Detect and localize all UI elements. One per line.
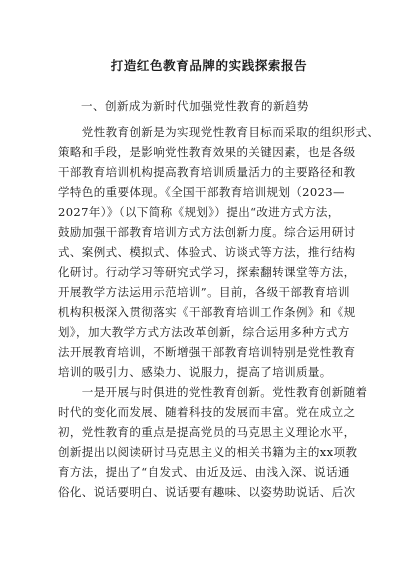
text-line: 式、案例式、模拟式、体验式、访谈式等方法，推行结构 [58, 245, 356, 259]
text-line: 机构积极深入贯彻落实《干部教育培训工作条例》和《规 [58, 305, 356, 319]
text-line: 策略和手段，是影响党性教育效果的关键因素，也是各级 [58, 145, 356, 159]
text-line: 法开展教育培训，不断增强干部教育培训特别是党性教育 [58, 345, 356, 359]
section-heading: 一、创新成为新时代加强党性教育的新趋势 [81, 99, 309, 113]
body-text [58, 122, 380, 502]
text-line: 时代的变化而发展、随着科技的发展而丰富。党在成立之 [58, 405, 356, 419]
text-line: 育方法，提出了“自发式、由近及远、由浅入深、说话通 [58, 465, 350, 479]
text-line: 创新提出以阅读研讨马克思主义的相关书籍为主的xx项教 [58, 445, 358, 459]
text-line: 化研讨。行动学习等研究式学习，探索翻转课堂等方法， [58, 265, 356, 279]
text-line: 培训的吸引力、感染力、说服力，提高了培训质量。 [58, 365, 332, 379]
text-line: 开展教学方法运用示范培训”。目前，各级干部教育培训 [58, 285, 350, 299]
text-line: 党性教育创新是为实现党性教育目标而采取的组织形式、 [58, 125, 380, 139]
text-line: 鼓励加强干部教育培训方式方法创新力度。综合运用研讨 [58, 225, 356, 239]
document-title: 打造红色教育品牌的实践探索报告 [110, 58, 308, 73]
text-line: 初，党性教育的重点是提高党员的马克思主义理论水平， [58, 425, 356, 439]
text-line: 2027年）》（以下简称《规划》）提出“改进方式方法， [58, 205, 340, 219]
text-line: 划》，加大教学方式方法改革创新，综合运用多种方式方 [58, 325, 350, 339]
text-line: 一是开展与时俱进的党性教育创新。党性教育创新随着 [58, 385, 368, 399]
text-line: 学特色的重要体现。《全国干部教育培训规划（2023— [58, 185, 345, 199]
text-line: 俗化、说话要明白、说话要有趣味、以姿势助说话、后次 [58, 485, 356, 499]
text-line: 干部教育培训机构提高教育培训质量活力的主要路径和教 [58, 165, 356, 179]
